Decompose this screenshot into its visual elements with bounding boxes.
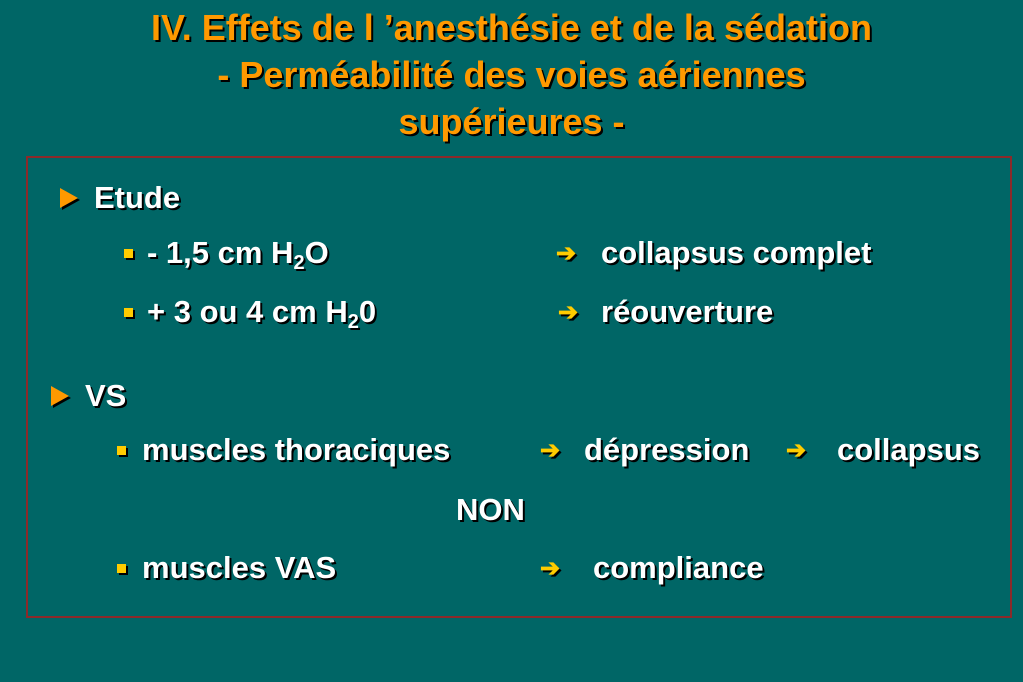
section-etude-label: Etude bbox=[94, 180, 181, 215]
right-arrow-icon: ➔ bbox=[558, 299, 579, 326]
title-line-2: - Perméabilité des voies aériennes bbox=[217, 54, 806, 95]
title-line-3: supérieures - bbox=[398, 101, 625, 142]
vs-row1-left: muscles thoraciques bbox=[142, 432, 451, 467]
vs-row1-mid: dépression bbox=[584, 432, 750, 467]
vs-row2-left: muscles VAS bbox=[142, 550, 337, 585]
vs-row1-result: collapsus bbox=[837, 432, 980, 467]
title-line-1: IV. Effets de l ’anesthésie et de la sédation bbox=[151, 7, 872, 48]
square-bullet-icon bbox=[124, 249, 133, 258]
etude-row1-result: collapsus complet bbox=[601, 235, 872, 270]
right-arrow-icon: ➔ bbox=[786, 437, 807, 464]
etude-row2-measure: + 3 ou 4 cm $H_20$ bbox=[147, 294, 377, 333]
etude-row1-measure: - 1,5 cm $H_2O$ bbox=[147, 235, 329, 274]
square-bullet-icon bbox=[117, 446, 126, 455]
right-arrow-icon: ➔ bbox=[540, 437, 561, 464]
chevron-bullet-icon bbox=[51, 386, 69, 406]
chevron-bullet-icon bbox=[60, 188, 78, 208]
square-bullet-icon bbox=[124, 308, 133, 317]
right-arrow-icon: ➔ bbox=[540, 555, 561, 582]
vs-non-label: NON bbox=[456, 492, 525, 527]
content-frame bbox=[26, 156, 1012, 618]
etude-row2-result: réouverture bbox=[601, 294, 774, 329]
section-vs-label: VS bbox=[85, 378, 127, 413]
square-bullet-icon bbox=[117, 564, 126, 573]
right-arrow-icon: ➔ bbox=[556, 240, 577, 267]
vs-row2-result: compliance bbox=[593, 550, 764, 585]
slide-title bbox=[0, 4, 1023, 145]
